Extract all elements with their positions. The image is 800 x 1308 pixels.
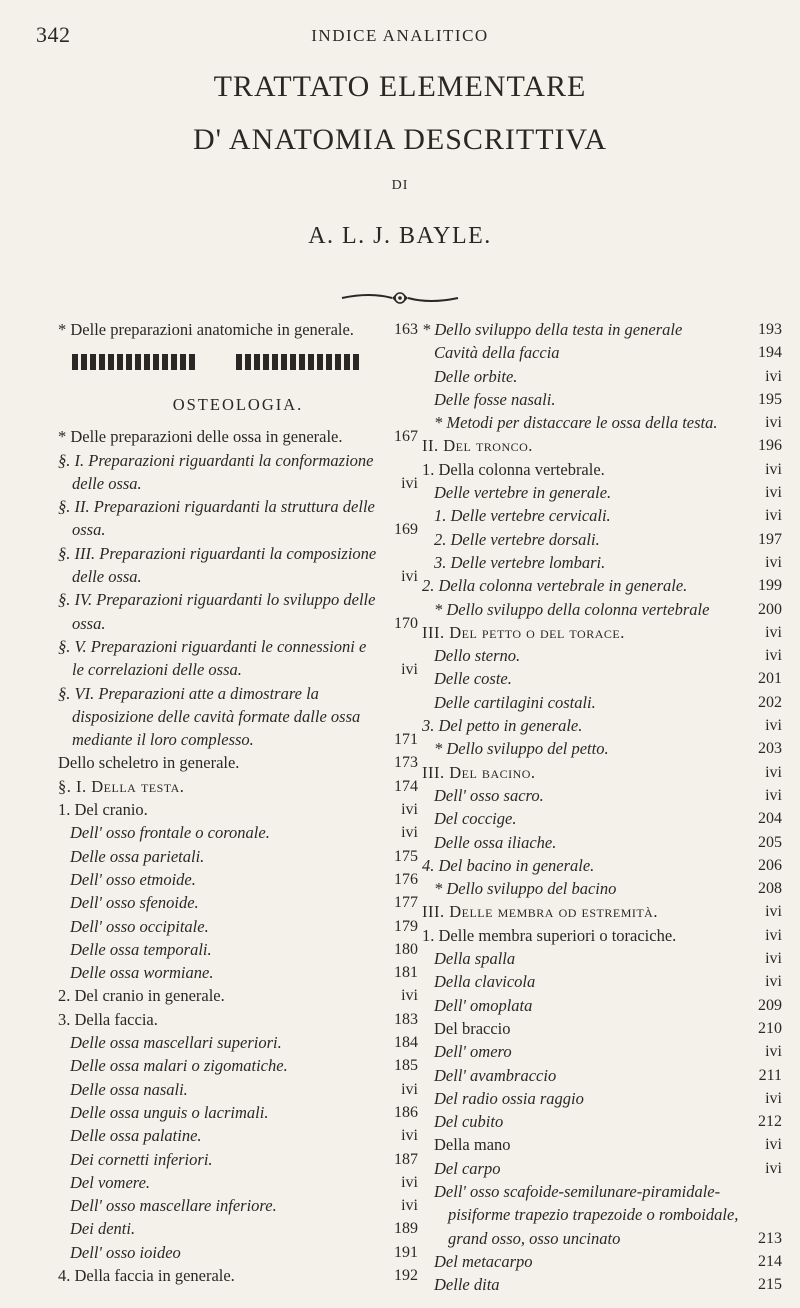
index-entry bbox=[58, 318, 418, 341]
entry-title: Del carpo bbox=[434, 1158, 501, 1178]
entry-page-number: 175 bbox=[394, 847, 418, 865]
entry-title: 3. Delle vertebre lombari. bbox=[434, 552, 606, 572]
entry-title: Dell' osso occipitale. bbox=[70, 916, 209, 936]
entry-title: Delle vertebre in generale. bbox=[434, 483, 612, 503]
entry-page-number: ivi bbox=[765, 647, 782, 665]
entry-title: * Dello sviluppo della colonna vertebrale bbox=[434, 599, 710, 619]
index-entry bbox=[422, 1273, 782, 1296]
entry-page-number: 174 bbox=[394, 777, 418, 795]
index-entry bbox=[422, 1157, 782, 1180]
entry-title: Dell' osso frontale o coronale. bbox=[70, 823, 270, 843]
entry-page-number: ivi bbox=[765, 414, 782, 432]
entry-title: * Dello sviluppo della testa in generale bbox=[422, 320, 683, 339]
entry-title: 3. Del petto in generale. bbox=[422, 716, 583, 736]
entry-title: Delle ossa palatine. bbox=[70, 1126, 202, 1146]
entry-page-number: 163 bbox=[394, 321, 418, 338]
index-entry bbox=[422, 737, 782, 760]
index-entry bbox=[58, 682, 418, 752]
entry-title: §. I. Della testa. bbox=[58, 776, 185, 796]
entry-title: * Delle preparazioni delle ossa in generale. bbox=[58, 427, 343, 447]
index-entry bbox=[422, 854, 782, 877]
entry-page-number: 193 bbox=[758, 321, 782, 338]
index-entry bbox=[422, 341, 782, 364]
entry-page-number: 183 bbox=[394, 1010, 418, 1028]
entry-title: Delle ossa parietali. bbox=[70, 846, 205, 866]
entry-page-number: 176 bbox=[394, 870, 418, 888]
index-entry bbox=[58, 798, 418, 821]
index-entry bbox=[58, 449, 418, 496]
entry-title: Delle ossa iliache. bbox=[434, 832, 557, 852]
page-number: 342 bbox=[36, 22, 71, 47]
entry-title: Delle ossa mascellari superiori. bbox=[70, 1033, 282, 1053]
index-entry bbox=[58, 425, 418, 448]
left-column bbox=[58, 318, 418, 1287]
entry-page-number: ivi bbox=[401, 1197, 418, 1215]
index-entry bbox=[422, 924, 782, 947]
index-entry bbox=[58, 1078, 418, 1101]
index-entry bbox=[58, 1031, 418, 1054]
entry-page-number: ivi bbox=[401, 1080, 418, 1098]
entry-page-number: ivi bbox=[765, 903, 782, 921]
entry-title: Delle dita bbox=[434, 1275, 500, 1295]
index-entry bbox=[58, 961, 418, 984]
entry-page-number: 173 bbox=[394, 754, 418, 772]
index-entry bbox=[422, 1017, 782, 1040]
entry-title: II. Del tronco. bbox=[422, 436, 533, 456]
entry-page-number: ivi bbox=[765, 763, 782, 781]
entry-title: Delle fosse nasali. bbox=[434, 389, 556, 409]
index-entry bbox=[58, 1264, 418, 1287]
entry-page-number: 202 bbox=[758, 693, 782, 711]
entry-page-number: 169 bbox=[394, 521, 418, 539]
entry-page-number: 213 bbox=[758, 1229, 782, 1247]
entry-page-number: 204 bbox=[758, 810, 782, 828]
entry-page-number: 214 bbox=[758, 1252, 782, 1270]
entry-title: Delle ossa unguis o lacrimali. bbox=[70, 1102, 269, 1122]
entry-title: Dell' osso etmoide. bbox=[70, 869, 196, 889]
entry-page-number: 179 bbox=[394, 917, 418, 935]
entry-page-number: 209 bbox=[758, 996, 782, 1014]
entry-title: 2. Della colonna vertebrale in generale. bbox=[422, 576, 688, 596]
entry-title: Dell' osso mascellare inferiore. bbox=[70, 1196, 277, 1216]
index-entry bbox=[58, 1194, 418, 1217]
index-entry bbox=[58, 1008, 418, 1031]
index-entry bbox=[422, 1180, 782, 1250]
entry-page-number: ivi bbox=[765, 926, 782, 944]
index-entry bbox=[422, 970, 782, 993]
index-entry bbox=[422, 481, 782, 504]
index-entry bbox=[422, 551, 782, 574]
index-entry bbox=[58, 891, 418, 914]
entry-page-number: 185 bbox=[394, 1057, 418, 1075]
index-entry bbox=[422, 1064, 782, 1087]
entry-title: Cavità della faccia bbox=[434, 343, 560, 363]
index-entry bbox=[422, 784, 782, 807]
index-entry bbox=[58, 821, 418, 844]
entry-page-number: ivi bbox=[765, 367, 782, 385]
entry-page-number: 170 bbox=[394, 614, 418, 632]
entry-title: 2. Del cranio in generale. bbox=[58, 986, 225, 1006]
entry-page-number: 206 bbox=[758, 856, 782, 874]
fleuron-band bbox=[58, 341, 418, 385]
index-entry bbox=[58, 495, 418, 542]
entry-page-number: ivi bbox=[765, 950, 782, 968]
entry-page-number: ivi bbox=[401, 824, 418, 842]
index-entry bbox=[422, 644, 782, 667]
entry-page-number: 191 bbox=[394, 1243, 418, 1261]
running-head bbox=[0, 20, 800, 50]
entry-title: III. Del petto o del torace. bbox=[422, 622, 625, 642]
entry-page-number: ivi bbox=[765, 507, 782, 525]
entry-title: 2. Delle vertebre dorsali. bbox=[434, 529, 600, 549]
entry-page-number: 195 bbox=[758, 390, 782, 408]
entry-page-number: ivi bbox=[401, 987, 418, 1005]
entry-title: Delle cartilagini costali. bbox=[434, 692, 596, 712]
entry-page-number: 187 bbox=[394, 1150, 418, 1168]
entry-page-number: ivi bbox=[401, 661, 418, 679]
entry-page-number: 210 bbox=[758, 1019, 782, 1037]
entry-title: III. Delle membra od estremità. bbox=[422, 902, 658, 922]
index-entry bbox=[422, 1110, 782, 1133]
index-entry bbox=[58, 775, 418, 798]
index-entry bbox=[58, 984, 418, 1007]
entry-title: Del braccio bbox=[434, 1018, 511, 1038]
entry-page-number: ivi bbox=[765, 786, 782, 804]
entry-title: III. Del bacino. bbox=[422, 762, 536, 782]
entry-title: Del vomere. bbox=[70, 1172, 151, 1192]
author-name: A. L. J. BAYLE. bbox=[308, 223, 492, 249]
entry-title: Della spalla bbox=[434, 949, 516, 969]
index-entry bbox=[422, 574, 782, 597]
entry-title: Dei cornetti inferiori. bbox=[70, 1149, 213, 1169]
index-entry bbox=[58, 1171, 418, 1194]
entry-page-number: ivi bbox=[765, 1136, 782, 1154]
index-entry bbox=[422, 1087, 782, 1110]
index-entry bbox=[422, 318, 782, 341]
index-entry bbox=[422, 434, 782, 457]
entry-page-number: 171 bbox=[394, 731, 418, 749]
entry-title: 1. Del cranio. bbox=[58, 800, 148, 820]
index-entry bbox=[58, 915, 418, 938]
running-head-title: INDICE ANALITICO bbox=[311, 26, 489, 45]
entry-title: * Dello sviluppo del bacino bbox=[434, 879, 617, 899]
entry-page-number: 192 bbox=[394, 1266, 418, 1284]
entry-title: 1. Delle membra superiori o toraciche. bbox=[422, 925, 677, 945]
entry-title: Delle coste. bbox=[434, 669, 512, 689]
entry-title: Del coccige. bbox=[434, 809, 517, 829]
entry-title: Dello sterno. bbox=[434, 646, 521, 666]
entry-title: §. V. Preparazioni riguardanti le connessioni e le correlazioni delle ossa. bbox=[58, 636, 367, 680]
entry-page-number: ivi bbox=[765, 717, 782, 735]
entry-page-number: ivi bbox=[401, 1173, 418, 1191]
index-entry bbox=[422, 691, 782, 714]
fleuron-band-icon bbox=[72, 351, 372, 373]
entry-page-number: ivi bbox=[765, 1043, 782, 1061]
entry-title: 4. Del bacino in generale. bbox=[422, 855, 595, 875]
index-entry bbox=[58, 542, 418, 589]
index-entry bbox=[422, 807, 782, 830]
index-entry bbox=[422, 365, 782, 388]
index-entry bbox=[422, 900, 782, 923]
entry-title: Del radio ossia raggio bbox=[434, 1088, 584, 1108]
entry-title: Della clavicola bbox=[434, 972, 536, 992]
entry-page-number: 208 bbox=[758, 880, 782, 898]
entry-title: Delle ossa temporali. bbox=[70, 939, 212, 959]
title-line-2: D' ANATOMIA DESCRITTIVA bbox=[193, 123, 607, 156]
entry-page-number: ivi bbox=[765, 553, 782, 571]
entry-page-number: 200 bbox=[758, 600, 782, 618]
entry-title: Dell' omero bbox=[434, 1042, 512, 1062]
entry-title: Dell' osso ioideo bbox=[70, 1242, 181, 1262]
index-entry bbox=[58, 868, 418, 891]
entry-page-number: 186 bbox=[394, 1103, 418, 1121]
entry-page-number: 201 bbox=[758, 670, 782, 688]
entry-title: Dell' osso sacro. bbox=[434, 785, 544, 805]
entry-page-number: 205 bbox=[758, 833, 782, 851]
entry-page-number: 194 bbox=[758, 344, 782, 362]
ornament-rule-icon bbox=[340, 288, 460, 308]
index-entry bbox=[58, 751, 418, 774]
index-entry bbox=[58, 1054, 418, 1077]
entry-title: Dello scheletro in generale. bbox=[58, 753, 240, 773]
index-entry bbox=[58, 1101, 418, 1124]
entry-page-number: 215 bbox=[758, 1276, 782, 1294]
title-line-1: TRATTATO ELEMENTARE bbox=[213, 70, 587, 103]
entry-title: Dell' omoplata bbox=[434, 995, 533, 1015]
entry-title: * Dello sviluppo del petto. bbox=[434, 739, 609, 759]
entry-title: 3. Della faccia. bbox=[58, 1009, 158, 1029]
index-entry bbox=[422, 388, 782, 411]
entry-page-number: ivi bbox=[765, 1159, 782, 1177]
index-entry bbox=[422, 504, 782, 527]
entry-page-number: 211 bbox=[758, 1066, 782, 1084]
entry-page-number: ivi bbox=[765, 1089, 782, 1107]
entry-title: §. III. Preparazioni riguardanti la composizione delle ossa. bbox=[58, 543, 377, 587]
index-entry bbox=[422, 667, 782, 690]
index-entry bbox=[58, 1241, 418, 1264]
index-entry bbox=[422, 621, 782, 644]
entry-page-number: ivi bbox=[765, 460, 782, 478]
entry-title: Dei denti. bbox=[70, 1219, 136, 1239]
entry-page-number: 212 bbox=[758, 1113, 782, 1131]
index-entry bbox=[422, 598, 782, 621]
index-entry bbox=[58, 635, 418, 682]
entry-page-number: 196 bbox=[758, 437, 782, 455]
section-heading-osteologia: OSTEOLOGIA. bbox=[172, 395, 304, 415]
index-entry bbox=[422, 1133, 782, 1156]
entry-page-number: 167 bbox=[394, 428, 418, 446]
index-entry bbox=[422, 411, 782, 434]
index-entry bbox=[58, 1217, 418, 1240]
entry-page-number: ivi bbox=[765, 623, 782, 641]
index-entry bbox=[58, 1148, 418, 1171]
entry-title: 1. Della colonna vertebrale. bbox=[422, 459, 605, 479]
entry-page-number: 199 bbox=[758, 577, 782, 595]
entry-page-number: 189 bbox=[394, 1220, 418, 1238]
entry-title: Delle orbite. bbox=[434, 366, 518, 386]
entry-title: * Delle preparazioni anatomiche in generale. bbox=[58, 320, 354, 339]
entry-page-number: 184 bbox=[394, 1034, 418, 1052]
entry-page-number: 180 bbox=[394, 940, 418, 958]
entry-title: Delle ossa nasali. bbox=[70, 1079, 188, 1099]
index-entry bbox=[422, 877, 782, 900]
entry-title: §. IV. Preparazioni riguardanti lo sviluppo delle ossa. bbox=[58, 590, 376, 633]
entry-page-number: ivi bbox=[401, 568, 418, 586]
entry-title: Delle ossa malari o zigomatiche. bbox=[70, 1056, 288, 1076]
entry-title: Dell' avambraccio bbox=[434, 1065, 557, 1085]
entry-page-number: ivi bbox=[765, 973, 782, 991]
entry-page-number: 181 bbox=[394, 964, 418, 982]
entry-page-number: 197 bbox=[758, 530, 782, 548]
entry-title: Della mano bbox=[434, 1135, 511, 1155]
index-entry bbox=[422, 947, 782, 970]
index-entry bbox=[422, 994, 782, 1017]
entry-title: Del metacarpo bbox=[434, 1251, 533, 1271]
title-line-3: DI bbox=[391, 178, 409, 193]
entry-page-number: ivi bbox=[401, 1127, 418, 1145]
index-entry bbox=[58, 845, 418, 868]
index-entry bbox=[422, 831, 782, 854]
index-entry bbox=[58, 588, 418, 635]
entry-title: §. VI. Preparazioni atte a dimostrare la disposizione delle cavità formate dalle ossa mediante il loro complesso. bbox=[58, 683, 361, 750]
entry-title: Delle ossa wormiane. bbox=[70, 963, 214, 983]
index-entry bbox=[58, 938, 418, 961]
entry-title: Dell' osso scafoide-semilunare-piramidale-pisiforme trapezio trapezoide o romboidale, grand osso, osso uncinato bbox=[434, 1181, 739, 1248]
entry-title: §. II. Preparazioni riguardanti la struttura delle ossa. bbox=[58, 497, 375, 540]
entry-title: * Metodi per distaccare le ossa della testa. bbox=[434, 413, 718, 433]
entry-page-number: ivi bbox=[401, 474, 418, 492]
entry-title: 1. Delle vertebre cervicali. bbox=[434, 506, 611, 526]
entry-page-number: ivi bbox=[765, 484, 782, 502]
entry-page-number: 203 bbox=[758, 740, 782, 758]
entry-title: Del cubito bbox=[434, 1112, 504, 1132]
entry-page-number: 177 bbox=[394, 894, 418, 912]
index-entry bbox=[422, 528, 782, 551]
index-entry bbox=[422, 1250, 782, 1273]
right-column bbox=[422, 318, 782, 1296]
entry-title: Dell' osso sfenoide. bbox=[70, 893, 199, 913]
entry-title: 4. Della faccia in generale. bbox=[58, 1265, 235, 1285]
index-entry bbox=[58, 1124, 418, 1147]
index-entry bbox=[422, 458, 782, 481]
entry-title: §. I. Preparazioni riguardanti la conformazione delle ossa. bbox=[58, 450, 374, 493]
index-entry bbox=[422, 714, 782, 737]
entry-page-number: ivi bbox=[401, 801, 418, 819]
index-entry bbox=[422, 1040, 782, 1063]
index-entry bbox=[422, 761, 782, 784]
